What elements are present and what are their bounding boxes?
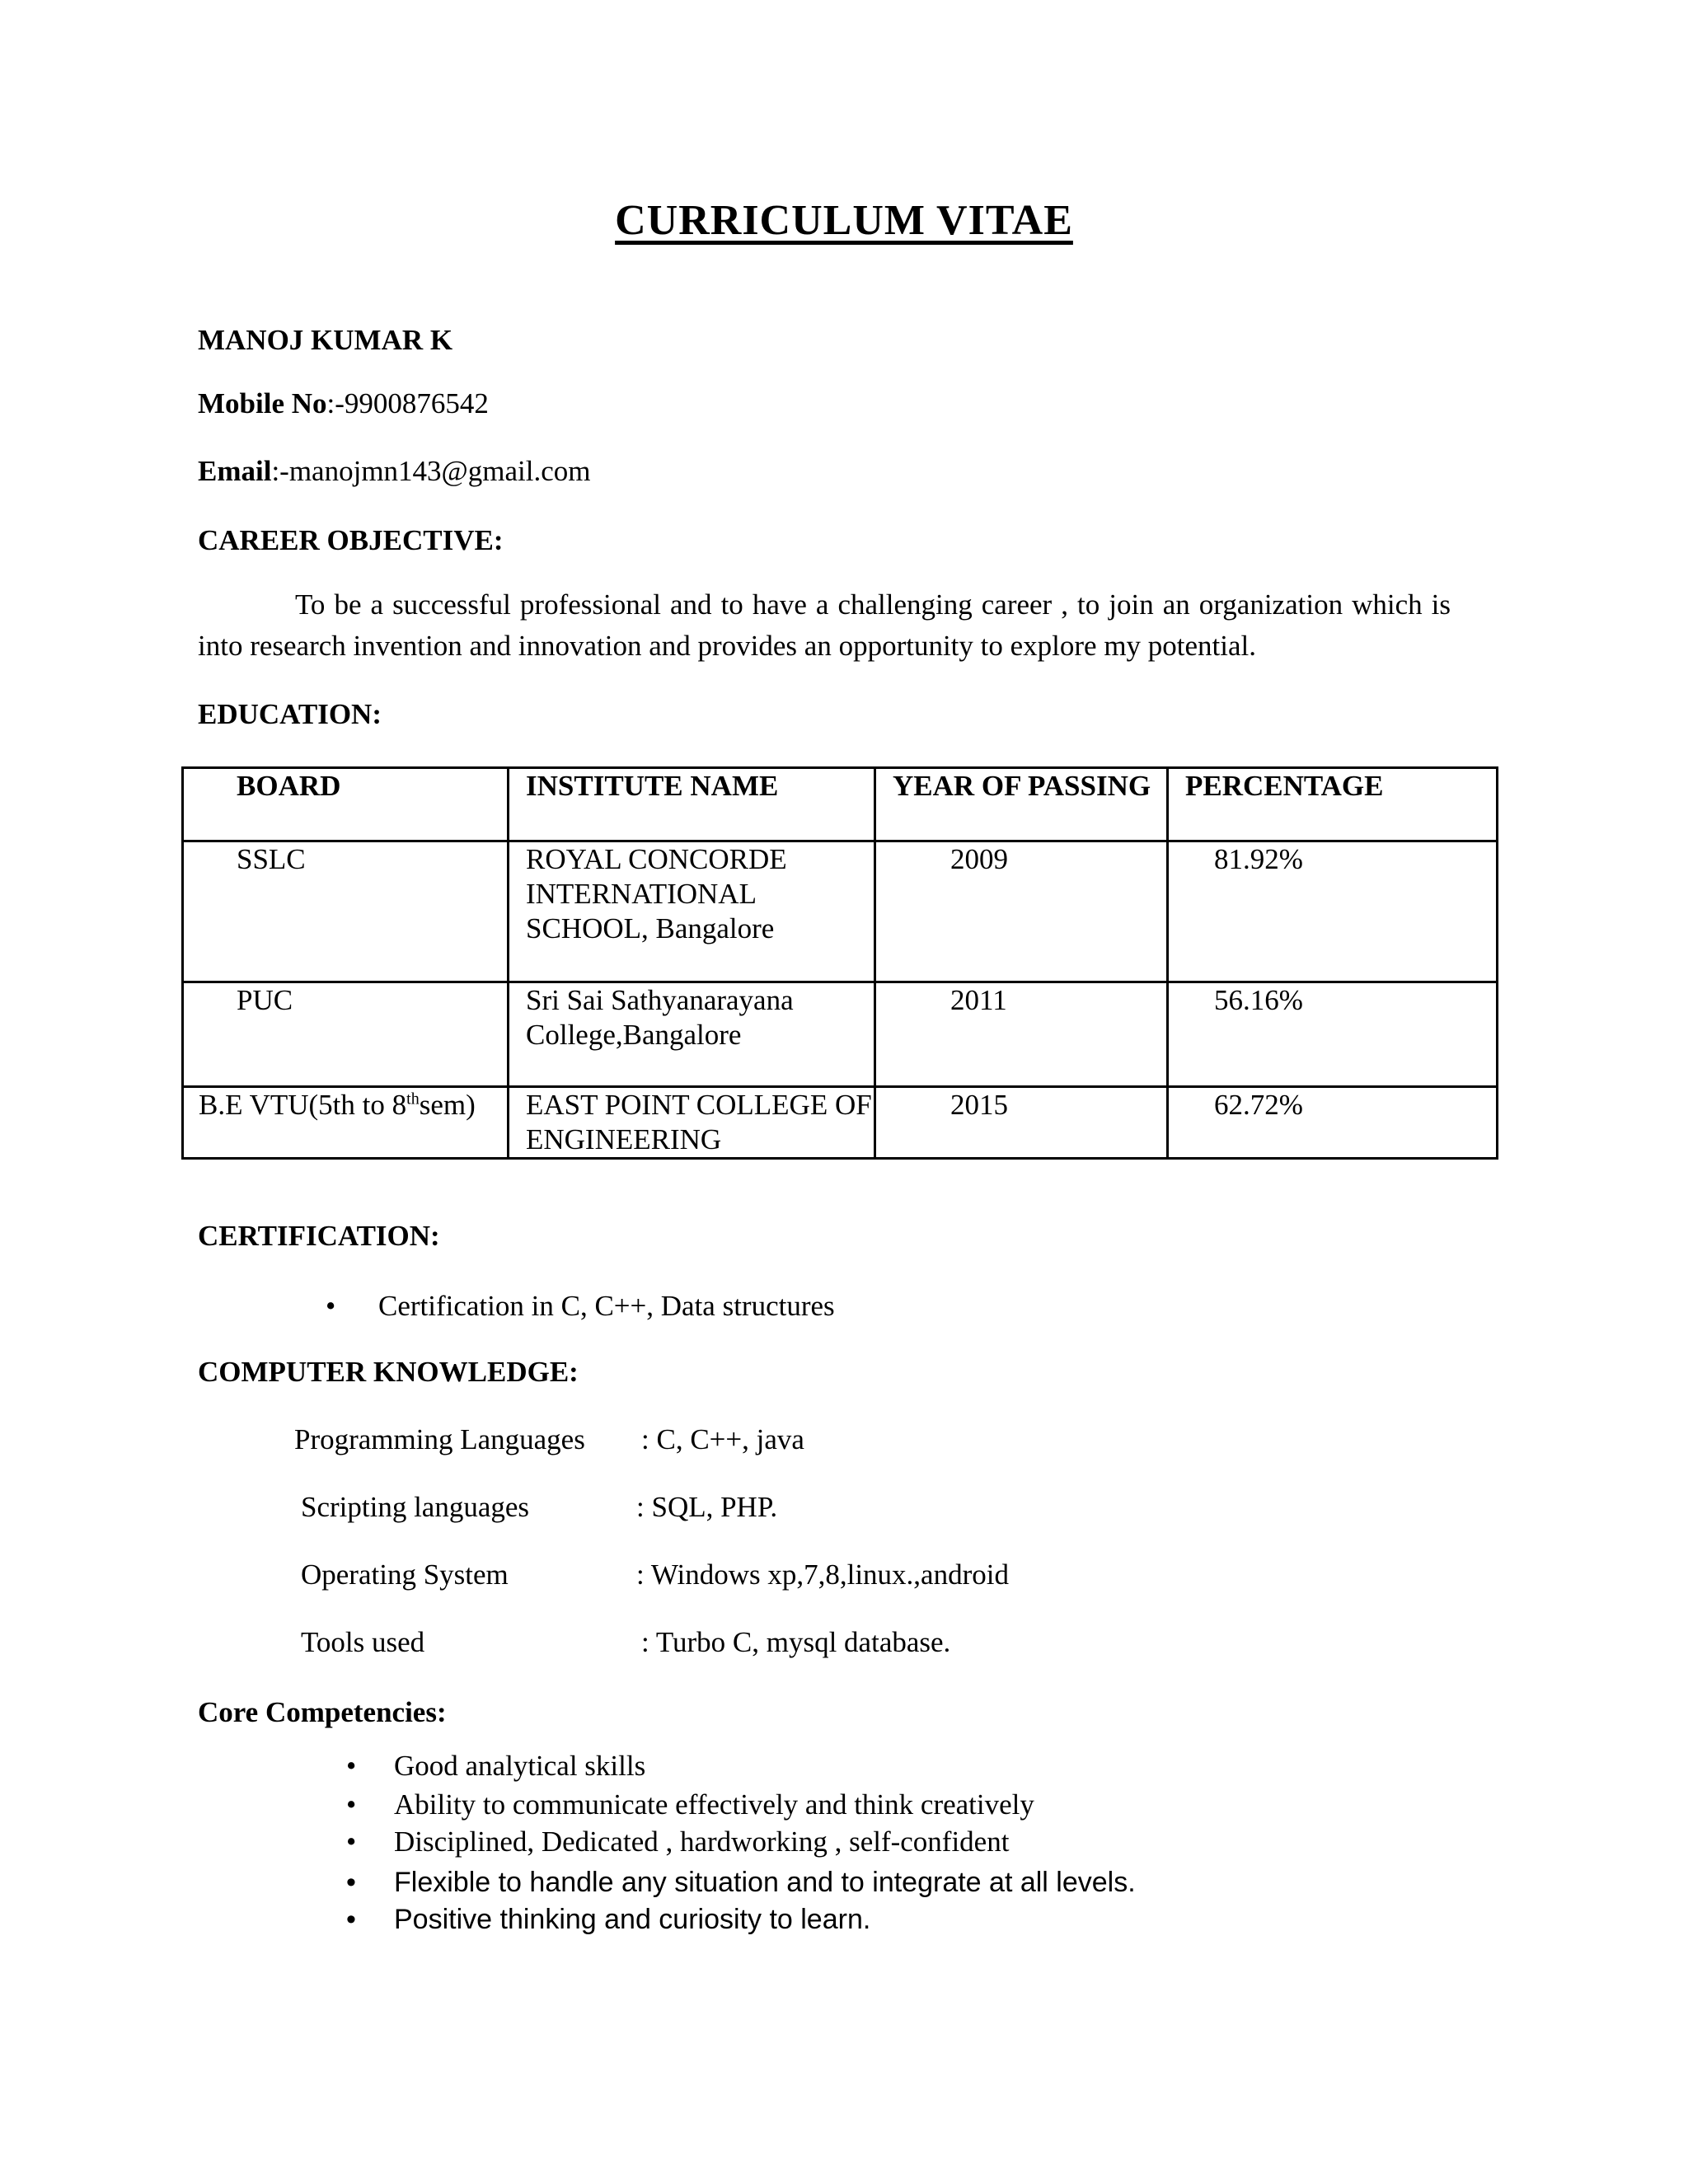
- mobile-value: :-9900876542: [326, 387, 489, 419]
- cell-percentage: 62.72%: [1168, 1087, 1498, 1159]
- page-title: CURRICULUM VITAE: [615, 197, 1073, 244]
- knowledge-value: : C, C++, java: [641, 1423, 804, 1455]
- mobile-label: Mobile No: [198, 387, 327, 419]
- table-row: [183, 1087, 1498, 1159]
- knowledge-label: Scripting languages: [301, 1491, 530, 1523]
- cell-board: [183, 1087, 509, 1159]
- education-header-row: [183, 768, 1498, 841]
- column-header-institute: INSTITUTE NAME: [509, 768, 875, 841]
- career-objective-heading: CAREER OBJECTIVE:: [198, 524, 504, 556]
- cell-institute: EAST POINT COLLEGE OF ENGINEERING: [509, 1087, 875, 1159]
- board-text-suffix: sem): [419, 1089, 476, 1121]
- competency-item: Flexible to handle any situation and to integrate at all levels.: [394, 1867, 1136, 1898]
- knowledge-value: : SQL, PHP.: [636, 1491, 778, 1523]
- board-text: B.E VTU(5th to 8: [199, 1089, 407, 1121]
- cell-percentage: 56.16%: [1168, 982, 1498, 1087]
- bullet-icon: •: [326, 1290, 336, 1322]
- bullet-icon: •: [346, 1904, 356, 1935]
- certification-item: Certification in C, C++, Data structures: [378, 1290, 835, 1322]
- competency-item: Ability to communicate effectively and think creatively: [394, 1788, 1034, 1821]
- competency-item: Good analytical skills: [394, 1750, 646, 1782]
- column-header-year: YEAR OF PASSING: [875, 768, 1168, 841]
- list-item: [326, 1290, 835, 1323]
- column-header-board: BOARD: [183, 768, 509, 841]
- knowledge-label: Operating System: [301, 1558, 509, 1591]
- knowledge-value: : Windows xp,7,8,linux.,android: [636, 1558, 1009, 1591]
- education-heading: EDUCATION:: [198, 698, 382, 730]
- computer-knowledge-heading: COMPUTER KNOWLEDGE:: [198, 1356, 579, 1388]
- mobile-line: [198, 387, 489, 420]
- competency-item: Disciplined, Dedicated , hardworking , self-confident: [394, 1825, 1010, 1858]
- cell-institute: ROYAL CONCORDE INTERNATIONAL SCHOOL, Bangalore: [509, 841, 875, 982]
- candidate-name: MANOJ KUMAR K: [198, 324, 453, 356]
- cell-year: 2009: [875, 841, 1168, 982]
- bullet-icon: •: [346, 1825, 357, 1858]
- cell-year: 2011: [875, 982, 1168, 1087]
- certification-heading: CERTIFICATION:: [198, 1220, 440, 1252]
- email-value: :-manojmn143@gmail.com: [271, 455, 591, 487]
- bullet-icon: •: [346, 1867, 356, 1898]
- cell-board: SSLC: [183, 841, 509, 982]
- board-superscript: th: [406, 1090, 420, 1108]
- cell-year: 2015: [875, 1087, 1168, 1159]
- cell-board: PUC: [183, 982, 509, 1087]
- competency-item: Positive thinking and curiosity to learn.: [394, 1904, 871, 1935]
- education-table: [181, 766, 1498, 1160]
- bullet-icon: •: [346, 1750, 357, 1782]
- email-label: Email: [198, 455, 272, 487]
- knowledge-label: Tools used: [301, 1626, 425, 1658]
- column-header-percentage: PERCENTAGE: [1168, 768, 1498, 841]
- knowledge-label: Programming Languages: [294, 1423, 585, 1455]
- cell-institute: Sri Sai Sathyanarayana College,Bangalore: [509, 982, 875, 1087]
- table-row: [183, 841, 1498, 982]
- core-competencies-heading: Core Competencies:: [198, 1696, 447, 1728]
- bullet-icon: •: [346, 1788, 357, 1821]
- table-row: [183, 982, 1498, 1087]
- email-line: [198, 455, 591, 488]
- cell-percentage: 81.92%: [1168, 841, 1498, 982]
- knowledge-value: : Turbo C, mysql database.: [641, 1626, 951, 1658]
- career-objective-text: To be a successful professional and to have a challenging career , to join an organization which is into research invention and innovation and provides an opportunity to explore my potential.: [198, 588, 1451, 662]
